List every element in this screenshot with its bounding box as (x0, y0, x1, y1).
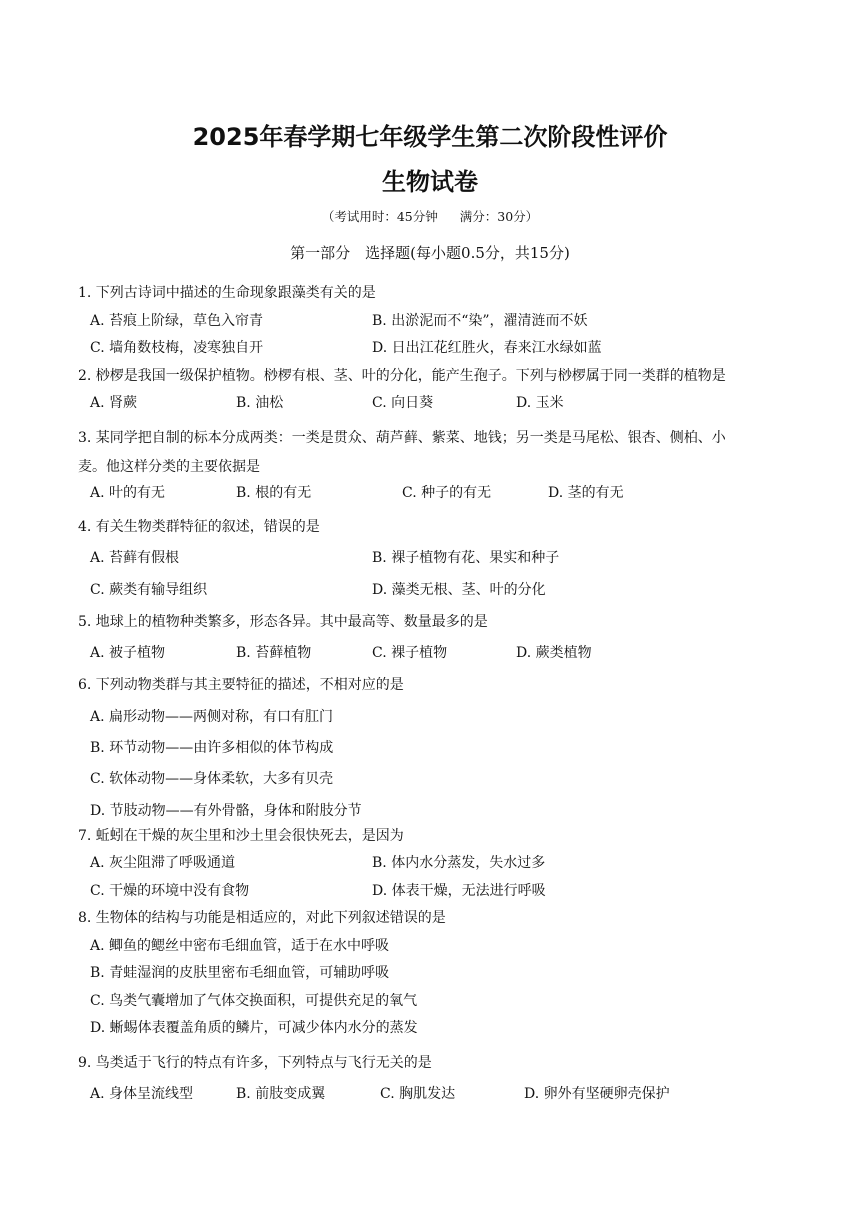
option-c: C. 裸子植物 (372, 645, 448, 661)
question-4-stem: 4. 有关生物类群特征的叙述，错误的是 (78, 519, 320, 535)
option-a: A. 被子植物 (90, 645, 166, 661)
option-c: C. 鸟类气囊增加了气体交换面积，可提供充足的氧气 (90, 993, 418, 1009)
question-4-options-row-2 (90, 579, 820, 599)
option-d: D. 茎的有无 (548, 485, 624, 501)
option-a: A. 身体呈流线型 (90, 1086, 194, 1102)
question-3-options (90, 482, 820, 502)
question-5-options (90, 642, 820, 662)
question-1-stem: 1. 下列古诗词中描述的生命现象跟藻类有关的是 (78, 285, 376, 301)
question-6-stem: 6. 下列动物类群与其主要特征的描述，不相对应的是 (78, 677, 404, 693)
question-2-options (90, 392, 820, 412)
option-b: B. 出淤泥而不“染”，濯清涟而不妖 (372, 313, 588, 329)
option-a: A. 肾蕨 (90, 395, 138, 411)
question-4-options-row-1 (90, 547, 820, 567)
question-9-stem: 9. 鸟类适于飞行的特点有许多，下列特点与飞行无关的是 (78, 1055, 432, 1071)
exam-title: 2025年春学期七年级学生第二次阶段性评价 (192, 123, 668, 151)
option-d: D. 体表干燥，无法进行呼吸 (372, 883, 546, 899)
option-a: A. 叶的有无 (90, 485, 166, 501)
option-c: C. 墙角数枝梅，凌寒独自开 (90, 340, 264, 356)
question-3-stem-cont: 麦。他这样分类的主要依据是 (78, 459, 260, 475)
option-b: B. 青蛙湿润的皮肤里密布毛细血管，可辅助呼吸 (90, 965, 390, 981)
option-d: D. 蜥蜴体表覆盖角质的鳞片，可减少体内水分的蒸发 (90, 1020, 418, 1036)
option-d: D. 卵外有坚硬卵壳保护 (524, 1086, 670, 1102)
option-b: B. 油松 (236, 395, 284, 411)
question-2-stem: 2. 桫椤是我国一级保护植物。桫椤有根、茎、叶的分化，能产生孢子。下列与桫椤属于同一类群的植物是 (78, 368, 726, 384)
exam-time: （考试用时：45分钟 (321, 209, 438, 224)
option-d: D. 蕨类植物 (516, 645, 592, 661)
option-c: C. 干燥的环境中没有食物 (90, 883, 250, 899)
option-d: D. 日出江花红胜火，春来江水绿如蓝 (372, 340, 602, 356)
option-d: D. 藻类无根、茎、叶的分化 (372, 582, 546, 598)
option-c: C. 胸肌发达 (380, 1086, 456, 1102)
question-1-options-row-2 (90, 337, 820, 357)
option-b: B. 裸子植物有花、果实和种子 (372, 550, 560, 566)
question-9-options (90, 1083, 820, 1103)
question-8-stem: 8. 生物体的结构与功能是相适应的，对此下列叙述错误的是 (78, 910, 446, 926)
option-d: D. 玉米 (516, 395, 564, 411)
option-b: B. 环节动物——由许多相似的体节构成 (90, 740, 334, 756)
question-5-stem: 5. 地球上的植物种类繁多，形态各异。其中最高等、数量最多的是 (78, 614, 488, 630)
option-c: C. 种子的有无 (402, 485, 492, 501)
option-c: C. 蕨类有输导组织 (90, 582, 208, 598)
exam-meta (0, 207, 860, 225)
option-b: B. 体内水分蒸发，失水过多 (372, 855, 546, 871)
option-b: B. 根的有无 (236, 485, 312, 501)
question-3-stem: 3. 某同学把自制的标本分成两类：一类是贯众、葫芦藓、紫菜、地钱；另一类是马尾松、银杏、侧柏、小 (78, 430, 726, 446)
option-c: C. 向日葵 (372, 395, 434, 411)
full-score: 满分：30分） (459, 209, 539, 224)
question-7-options-row-2 (90, 880, 820, 900)
option-a: A. 扁形动物——两侧对称，有口有肛门 (90, 709, 334, 725)
option-a: A. 灰尘阻滞了呼吸通道 (90, 855, 236, 871)
question-7-options-row-1 (90, 852, 820, 872)
option-d: D. 节肢动物——有外骨骼，身体和附肢分节 (90, 803, 362, 819)
option-b: B. 前肢变成翼 (236, 1086, 326, 1102)
question-1-options-row-1 (90, 310, 820, 330)
option-b: B. 苔藓植物 (236, 645, 312, 661)
option-c: C. 软体动物——身体柔软，大多有贝壳 (90, 771, 334, 787)
section-title: 第一部分 选择题(每小题0.5分，共15分) (290, 244, 570, 262)
question-7-stem: 7. 蚯蚓在干燥的灰尘里和沙土里会很快死去，是因为 (78, 828, 404, 844)
option-a: A. 鲫鱼的鳃丝中密布毛细血管，适于在水中呼吸 (90, 938, 390, 954)
exam-subject: 生物试卷 (382, 168, 478, 196)
option-a: A. 苔痕上阶绿，草色入帘青 (90, 313, 264, 329)
option-a: A. 苔藓有假根 (90, 550, 180, 566)
